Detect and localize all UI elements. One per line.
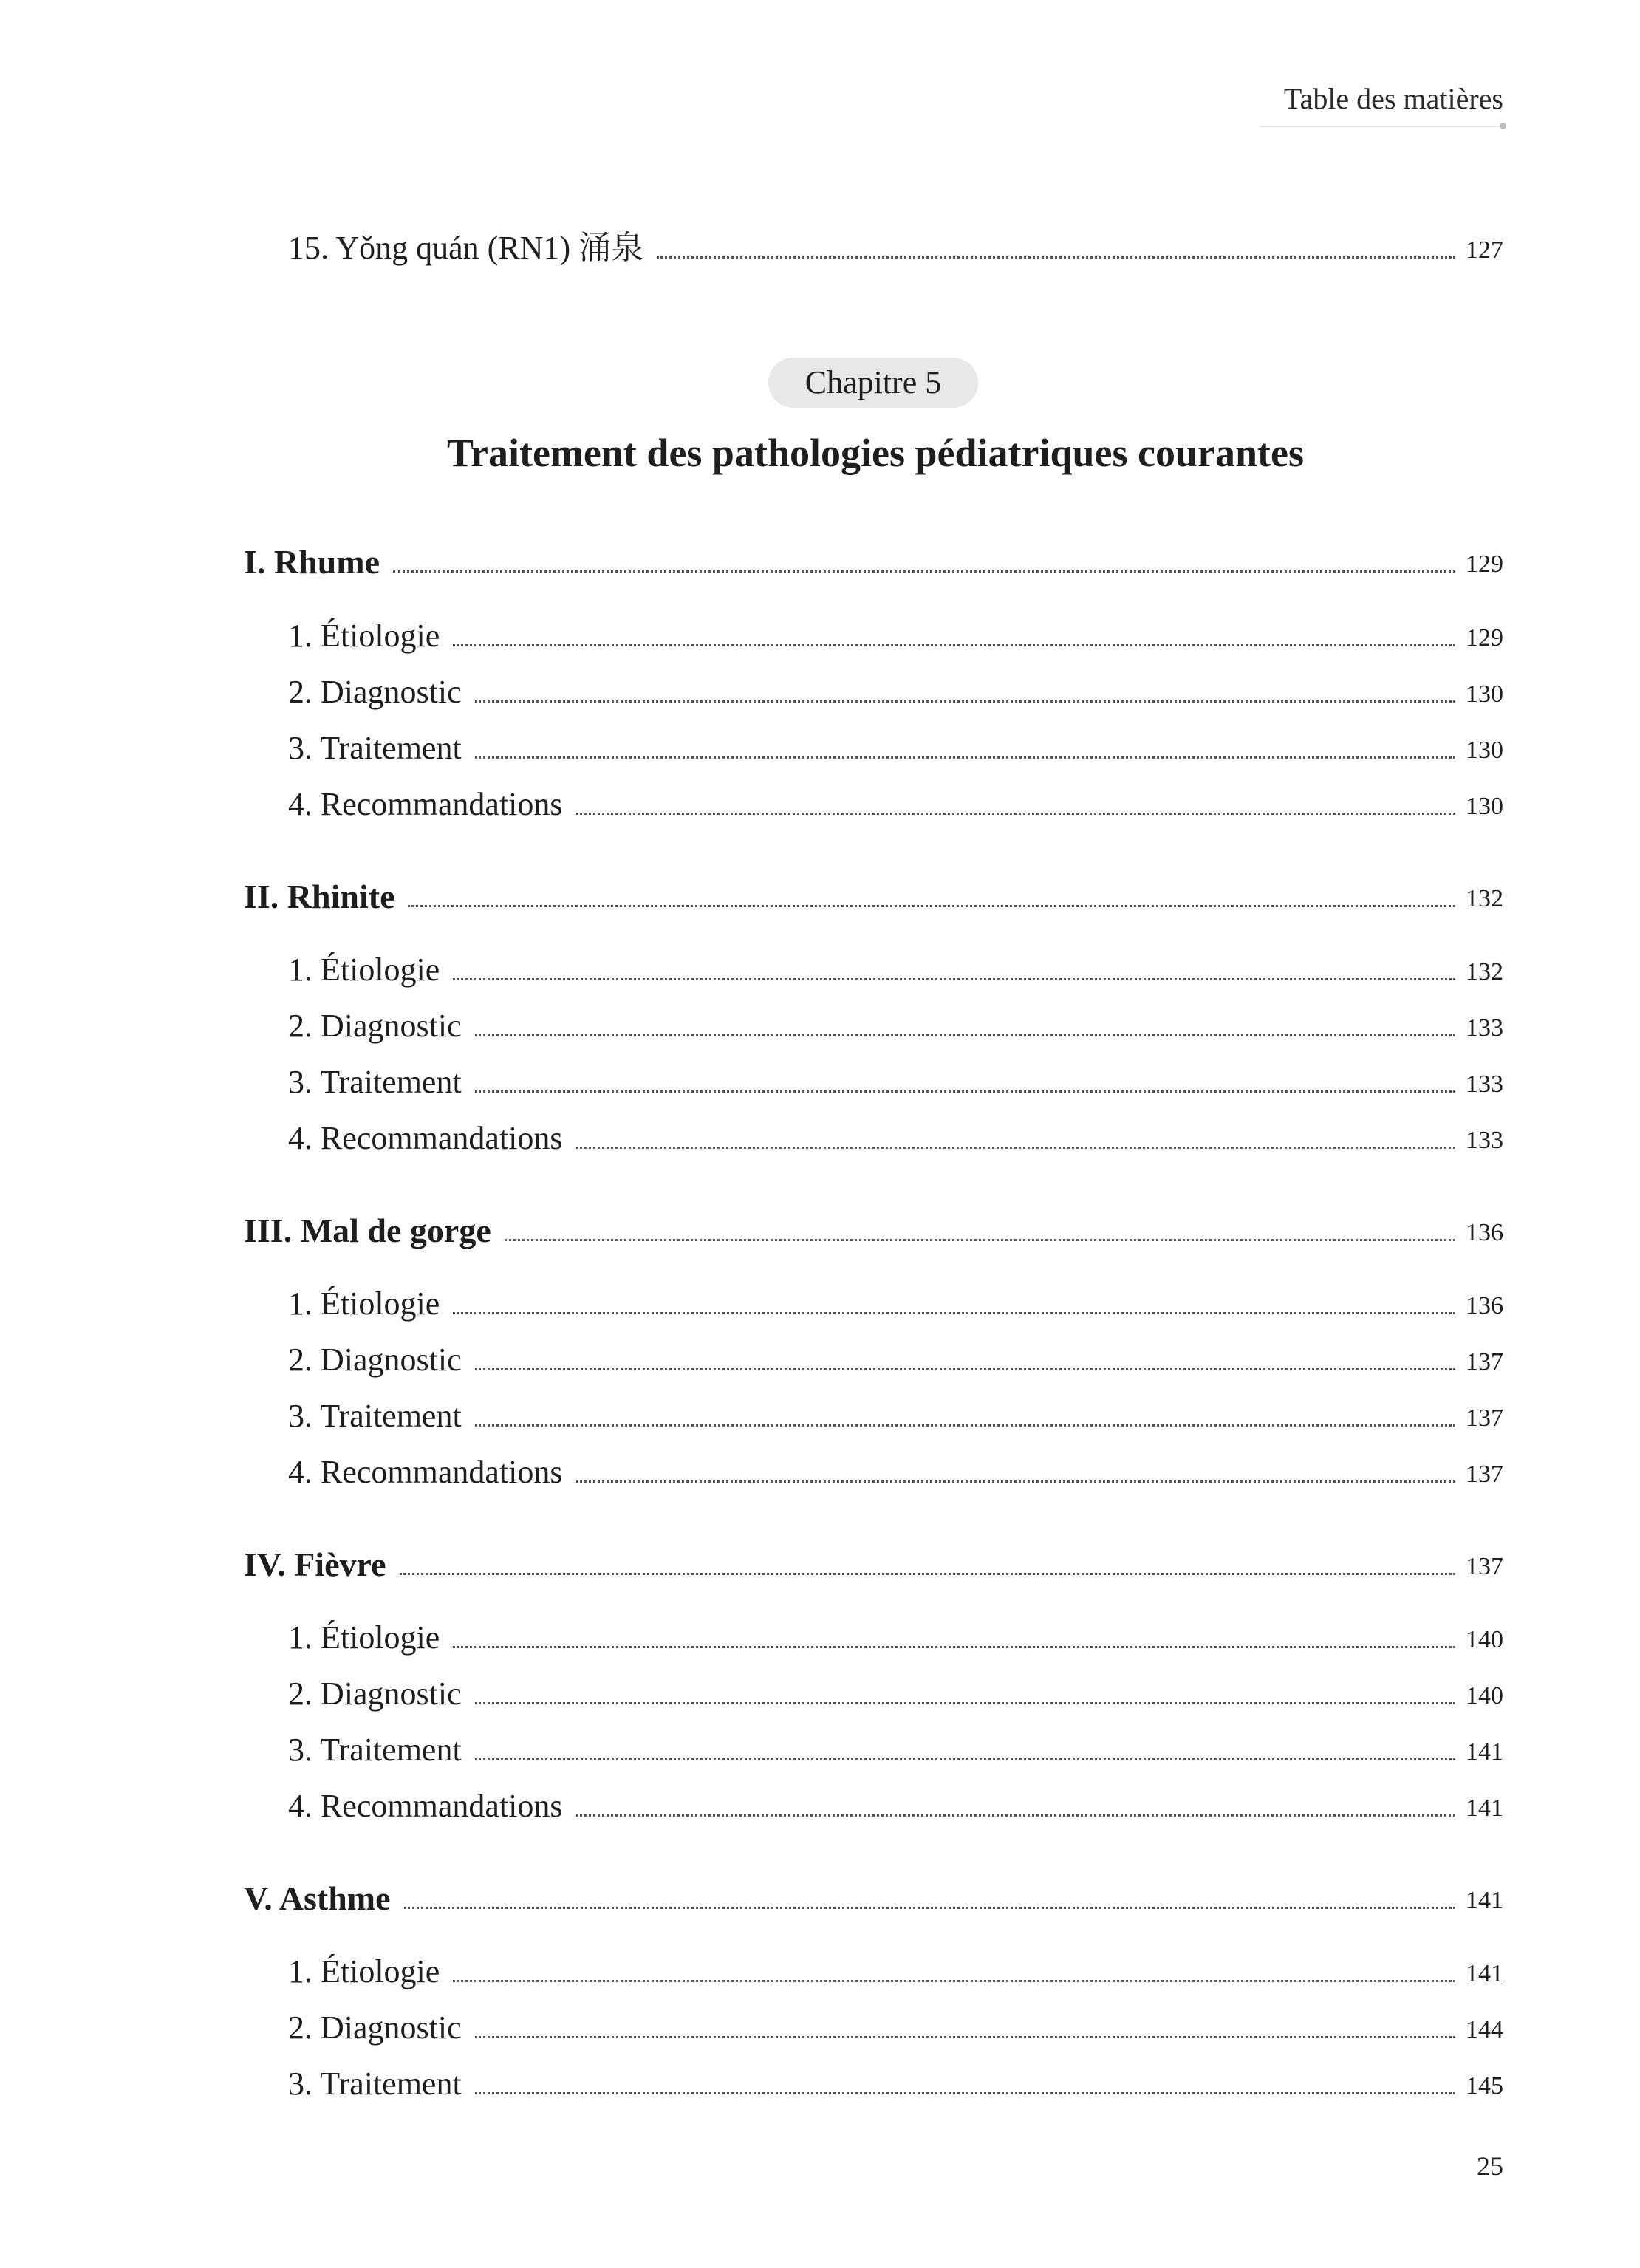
- toc-entry-label: 3. Traitement: [288, 730, 462, 766]
- toc-entry-label: 15. Yǒng quán (RN1) 涌泉: [288, 230, 644, 266]
- toc-entry[interactable]: [0, 1450, 1640, 1495]
- toc-leader: [475, 2036, 1455, 2038]
- toc-entry-label: 1. Étiologie: [288, 952, 440, 988]
- toc-entry-page: 137: [1466, 1348, 1503, 1376]
- toc-leader: [576, 813, 1456, 815]
- toc-entry-label: 4. Recommandations: [288, 1788, 563, 1824]
- toc-leader: [453, 1980, 1455, 1982]
- toc-leader: [475, 1090, 1455, 1093]
- toc-entry-page: 140: [1466, 1682, 1503, 1709]
- toc-leader: [576, 1814, 1456, 1817]
- toc-entry[interactable]: [0, 1282, 1640, 1326]
- toc-entry-label: 4. Recommandations: [288, 1454, 563, 1490]
- toc-entry[interactable]: [0, 2062, 1640, 2106]
- toc-section-page: 141: [1466, 1887, 1503, 1914]
- toc-entry-label: 2. Diagnostic: [288, 1008, 462, 1044]
- toc-leader: [453, 644, 1455, 646]
- running-header: Table des matières: [1283, 82, 1503, 115]
- toc-leader: [408, 905, 1455, 907]
- toc-entry-page: 144: [1466, 2016, 1503, 2043]
- toc-entry-page: 129: [1466, 624, 1503, 652]
- toc-entry-label: 1. Étiologie: [288, 618, 440, 654]
- toc-entry-page: 127: [1466, 236, 1503, 264]
- toc-section-page: 136: [1466, 1219, 1503, 1246]
- toc-entry-page: 133: [1466, 1070, 1503, 1098]
- toc-entry-page: 133: [1466, 1014, 1503, 1042]
- toc-entry-page: 141: [1466, 1960, 1503, 1987]
- toc-leader: [576, 1480, 1456, 1483]
- toc-entry[interactable]: [0, 726, 1640, 771]
- toc-entry-label: 3. Traitement: [288, 1398, 462, 1434]
- toc-entry[interactable]: [0, 1672, 1640, 1716]
- toc-entry-page: 141: [1466, 1794, 1503, 1822]
- toc-entry-label: 3. Traitement: [288, 1064, 462, 1100]
- toc-leader: [475, 1034, 1455, 1036]
- toc-entry-page: 145: [1466, 2072, 1503, 2100]
- toc-entry-page: 132: [1466, 958, 1503, 986]
- toc-entry-page: 130: [1466, 680, 1503, 708]
- chapter-title: Traitement des pathologies pédiatriques courantes: [447, 431, 1304, 475]
- toc-section-page: 137: [1466, 1553, 1503, 1580]
- toc-leader: [453, 1646, 1455, 1648]
- toc-entry-page: 140: [1466, 1626, 1503, 1653]
- toc-section-label: I. Rhume: [244, 543, 380, 581]
- toc-section-label: II. Rhinite: [244, 878, 395, 915]
- toc-entry-label: 3. Traitement: [288, 1732, 462, 1768]
- toc-entry-page: 137: [1466, 1461, 1503, 1488]
- toc-section[interactable]: [0, 1543, 1640, 1587]
- toc-entry[interactable]: [0, 1394, 1640, 1438]
- toc-entry[interactable]: [0, 1060, 1640, 1104]
- toc-section-label: IV. Fièvre: [244, 1545, 386, 1583]
- toc-leader: [505, 1239, 1455, 1241]
- toc-leader: [475, 1424, 1455, 1427]
- toc-leader: [475, 1702, 1455, 1704]
- toc-entry[interactable]: [0, 1784, 1640, 1828]
- toc-leader: [475, 700, 1455, 703]
- toc-leader: [475, 2092, 1455, 2094]
- toc-section[interactable]: [0, 1209, 1640, 1253]
- toc-entry[interactable]: [0, 670, 1640, 714]
- toc-entry[interactable]: [0, 1004, 1640, 1048]
- toc-entry-label: 1. Étiologie: [288, 1953, 440, 1989]
- toc-entry-page: 130: [1466, 737, 1503, 764]
- toc-entry-label: 1. Étiologie: [288, 1285, 440, 1322]
- toc-leader: [657, 256, 1455, 259]
- toc-entry-page: 133: [1466, 1127, 1503, 1154]
- toc-section[interactable]: [0, 1876, 1640, 1921]
- toc-entry-page: 137: [1466, 1404, 1503, 1432]
- toc-leader: [576, 1147, 1456, 1149]
- toc-leader: [400, 1573, 1456, 1575]
- toc-entry-label: 1. Étiologie: [288, 1619, 440, 1656]
- toc-leader: [453, 1312, 1455, 1314]
- toc-section-page: 129: [1466, 550, 1503, 578]
- toc-section[interactable]: [0, 875, 1640, 919]
- toc-entry[interactable]: [0, 1616, 1640, 1660]
- toc-entry[interactable]: [0, 614, 1640, 658]
- toc-leader: [475, 1368, 1455, 1370]
- toc-entry[interactable]: [0, 1338, 1640, 1382]
- page-number: 25: [1477, 2151, 1503, 2181]
- toc-leader: [393, 570, 1455, 573]
- toc-entry-label: 2. Diagnostic: [288, 1676, 462, 1712]
- header-rule: [1260, 126, 1503, 127]
- toc-entry-page: 130: [1466, 793, 1503, 820]
- toc-entry[interactable]: [0, 2006, 1640, 2050]
- toc-entry-top[interactable]: [0, 226, 1640, 270]
- toc-entry-page: 136: [1466, 1292, 1503, 1319]
- header-dot: [1500, 123, 1506, 129]
- toc-entry-page: 141: [1466, 1738, 1503, 1766]
- toc-entry[interactable]: [0, 948, 1640, 992]
- toc-entry-label: 2. Diagnostic: [288, 2009, 462, 2046]
- toc-entry-label: 2. Diagnostic: [288, 674, 462, 710]
- toc-leader: [453, 978, 1455, 980]
- toc-section-label: V. Asthme: [244, 1879, 391, 1917]
- toc-entry-label: 3. Traitement: [288, 2066, 462, 2102]
- toc-leader: [475, 756, 1455, 759]
- toc-leader: [404, 1907, 1455, 1909]
- toc-entry[interactable]: [0, 782, 1640, 827]
- chapter-number-pill: Chapitre 5: [768, 358, 978, 408]
- toc-entry[interactable]: [0, 1728, 1640, 1772]
- toc-entry[interactable]: [0, 1116, 1640, 1161]
- toc-section[interactable]: [0, 540, 1640, 584]
- toc-entry-label: 4. Recommandations: [288, 786, 563, 822]
- toc-entry-label: 4. Recommandations: [288, 1120, 563, 1156]
- toc-section-page: 132: [1466, 885, 1503, 912]
- toc-leader: [475, 1758, 1455, 1760]
- toc-section-label: III. Mal de gorge: [244, 1212, 491, 1249]
- toc-entry[interactable]: [0, 1950, 1640, 1994]
- toc-entry-label: 2. Diagnostic: [288, 1342, 462, 1378]
